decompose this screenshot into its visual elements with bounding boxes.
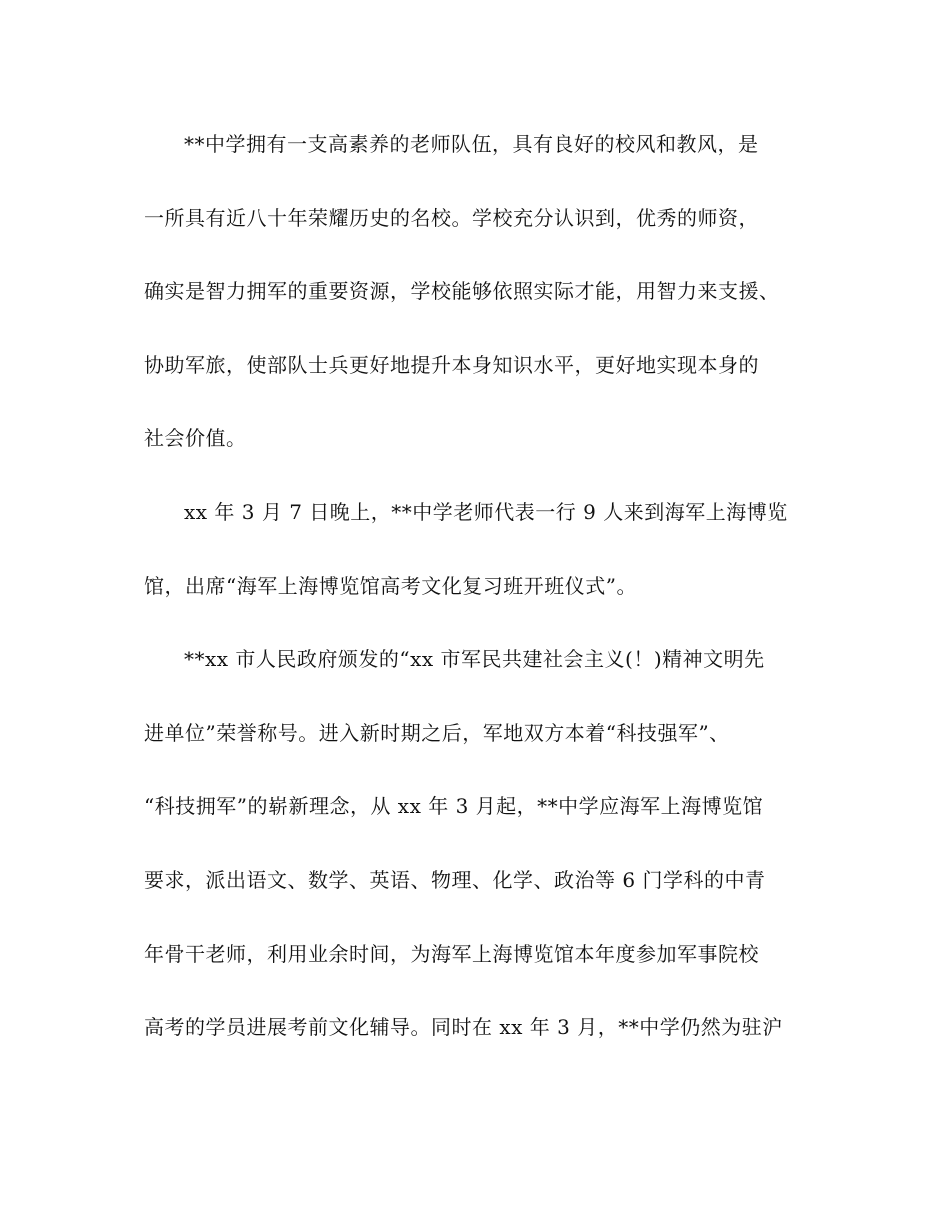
text-line: xx 年 3 月 7 日晚上，**中学老师代表一行 9 人来到海军上海博览 — [184, 499, 788, 524]
text-line: 高考的学员进展考前文化辅导。同时在 xx 年 3 月，**中学仍然为驻沪 — [144, 1015, 783, 1040]
text-line: **中学拥有一支高素养的老师队伍，具有良好的校风和教风，是 — [184, 132, 759, 156]
text-line: 社会价值。 — [144, 426, 247, 451]
text-line: 确实是智力拥军的重要资源，学校能够依照实际才能，用智力来支援、 — [144, 279, 780, 304]
text-line: 要求，派出语文、数学、英语、物理、化学、政治等 6 门学科的中青 — [144, 867, 766, 892]
text-line: “科技拥军”的崭新理念，从 xx 年 3 月起，**中学应海军上海博览馆 — [144, 794, 764, 819]
text-line: 一所具有近八十年荣耀历史的名校。学校充分认识到，优秀的师资， — [144, 205, 759, 230]
text-line: 馆，出席“海军上海博览馆高考文化复习班开班仪式”。 — [144, 573, 637, 598]
text-line: **xx 市人民政府颁发的“xx 市军民共建社会主义(！)精神文明先 — [184, 647, 765, 672]
text-line: 年骨干老师，利用业余时间，为海军上海博览馆本年度参加军事院校 — [144, 941, 759, 966]
body-text — [144, 119, 814, 1076]
text-line: 进单位”荣誉称号。进入新时期之后，军地双方本着“科技强军”、 — [144, 720, 730, 745]
text-line: 协助军旅，使部队士兵更好地提升本身知识水平，更好地实现本身的 — [144, 352, 759, 377]
